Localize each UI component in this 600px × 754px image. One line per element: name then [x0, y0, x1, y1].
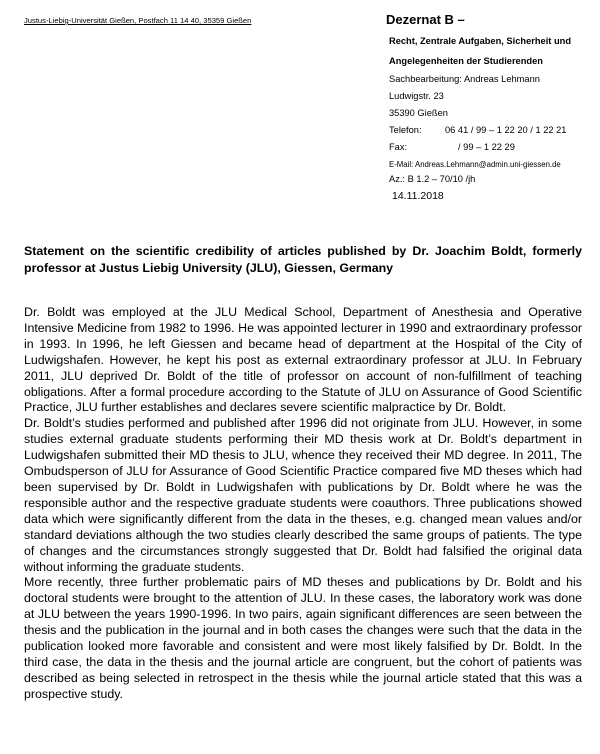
sender-address-line: Justus-Liebig-Universität Gießen, Postfach 11 14 40, 35359 Gießen: [24, 16, 252, 25]
fax-line: [389, 142, 515, 152]
office-subtitle-1: Recht, Zentrale Aufgaben, Sicherheit und: [389, 36, 572, 46]
statement-title: Statement on the scientific credibility of articles published by Dr. Joachim Boldt, formerly professor at Justus Liebig University (JLU), Giessen, Germany: [24, 244, 582, 275]
phone-number: 06 41 / 99 – 1 22 20 / 1 22 21: [445, 125, 567, 135]
paragraph-md-theses: Dr. Boldt’s studies performed and published after 1996 did not originate from JLU. However, in some studies external graduate students performing their MD thesis work at Dr. Boldt’s department in Ludwigshafen submitted their MD thesis to JLU, whence they received their MD degree. In 2011, The Ombudsperson of JLU for Assurance of Good Scientific Practice compared five MD theses which had been supervised by Dr. Boldt in Ludwigshafen with publications by Dr. Boldt where he was the responsible author and the respective graduate students were coauthors. Three publications showed data which were significantly different from the data in the theses, e.g. changed mean values and/or standard deviations although the two studies clearly described the same groups of patients. The type of changes and the circumstances strongly suggested that Dr. Boldt had falsified the original data without informing the graduate students.: [24, 416, 582, 574]
statement-body: [24, 305, 582, 703]
paragraph-further-pairs: More recently, three further problematic pairs of MD theses and publications by Dr. Boldt and his doctoral students were brought to the attention of JLU. In these cases, the laboratory work was done at JLU between the years 1990-1996. In two pairs, again significant differences are seen between the thesis and the publication in the journal and in both cases the changes were such that the data in the publication looked more favorable and consistent and were most likely falsified by Dr. Boldt. In the third case, the data in the thesis and the journal article are congruent, but the cohort of patients was described as being selected in retrospect in the thesis while the journal article stated that this was a prospective study.: [24, 575, 582, 701]
reference-number: Az.: B 1.2 – 70/10 /jh: [389, 174, 476, 184]
letter-date: 14.11.2018: [392, 190, 444, 202]
fax-number: / 99 – 1 22 29: [458, 142, 515, 152]
email-address: E-Mail: Andreas.Lehmann@admin.uni-giessen.de: [389, 160, 561, 169]
street-address: Ludwigstr. 23: [389, 91, 444, 101]
phone-label: Telefon:: [389, 125, 422, 135]
city-address: 35390 Gießen: [389, 108, 448, 118]
clerk-name: Sachbearbeitung: Andreas Lehmann: [389, 74, 540, 84]
office-title: Dezernat B –: [386, 12, 465, 27]
fax-label: Fax:: [389, 142, 408, 152]
paragraph-employment: Dr. Boldt was employed at the JLU Medical School, Department of Anesthesia and Operative Intensive Medicine from 1982 to 1996. He was appointed lecturer in 1990 and extraordinary professor in 1993. In 1996, he left Giessen and became head of department at the Hospital of the City of Ludwigshafen. However, he kept his post as external extraordinary professor at JLU. In February 2011, JLU deprived Dr. Boldt of the title of professor on account of non-fulfillment of teaching obligations. After a formal procedure according to the Statute of JLU on Assurance of Good Scientific Practice, JLU further establishes and declares severe scientific malpractice by Dr. Boldt.: [24, 305, 582, 415]
phone-line: [389, 125, 566, 135]
office-subtitle-2: Angelegenheiten der Studierenden: [389, 56, 543, 66]
